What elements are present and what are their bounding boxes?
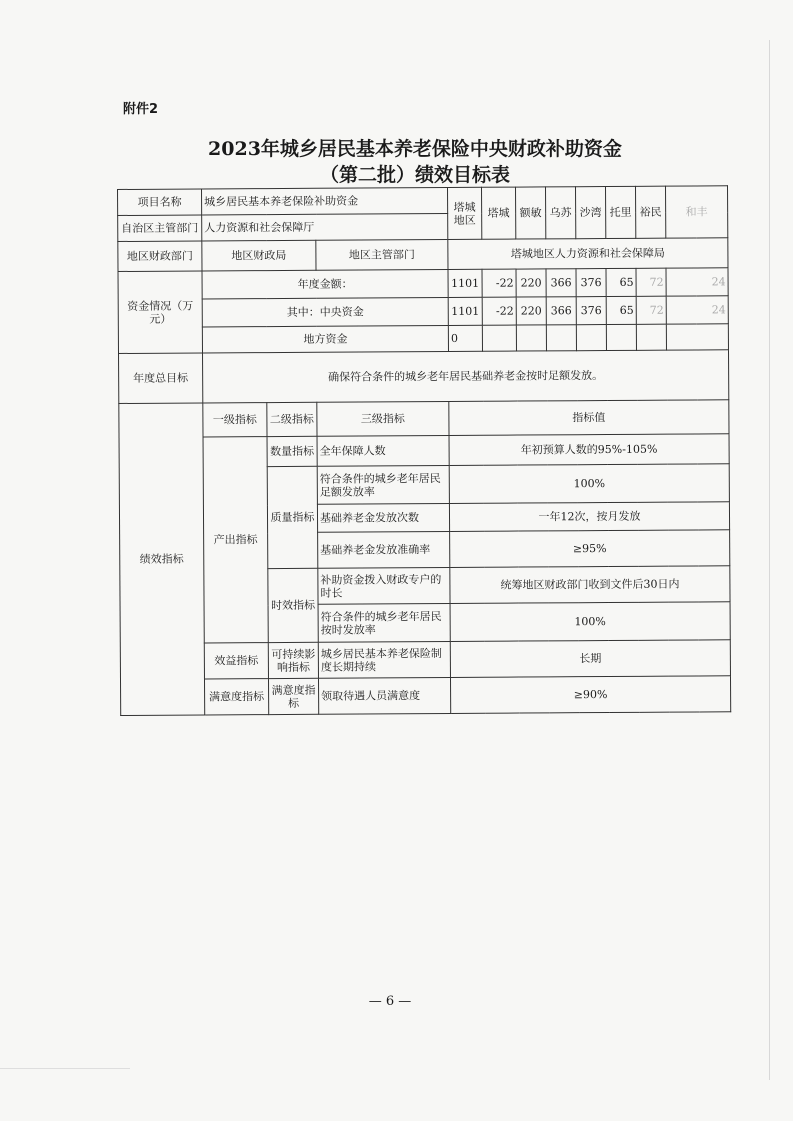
- indicator-value: 长期: [450, 640, 730, 678]
- region-header-wusu: 乌苏: [545, 187, 575, 239]
- performance-target-table-sheet: [117, 186, 726, 774]
- project-name-value: 城乡居民基本养老保险补助资金: [202, 187, 448, 215]
- annual-amount-label: 年度金额：: [202, 269, 448, 299]
- indicator-name: 基础养老金发放准确率: [318, 531, 450, 568]
- scan-crease-line: [769, 40, 770, 1080]
- indicator-name: 城乡居民基本养老保险制度长期持续: [318, 641, 450, 678]
- benefit-indicator-label: 效益指标: [204, 643, 268, 679]
- annual-amount-cell: 65: [606, 268, 636, 296]
- annual-amount-cell: 72: [636, 268, 666, 296]
- sustainable-impact-indicator-label: 可持续影响指标: [268, 642, 318, 678]
- empty-cell: [576, 325, 606, 351]
- dept-value: 人力资源和社会保障厅: [202, 213, 448, 241]
- indicator-header-value: 指标值: [449, 400, 729, 436]
- indicator-value: 100%: [450, 602, 730, 642]
- local-funds-cell: 0: [448, 325, 482, 351]
- indicators-label: 绩效指标: [119, 403, 205, 716]
- page-number: — 6 —: [368, 994, 412, 1009]
- dept-label: 自治区主管部门: [118, 215, 202, 242]
- central-funds-cell: -22: [482, 297, 516, 325]
- scan-edge-line: [0, 1068, 130, 1069]
- satisfaction-level2-label: 满意度指标: [268, 678, 318, 714]
- indicator-name: 基础养老金发放次数: [317, 503, 449, 532]
- region-header-tacheng-prefecture: 塔城地区: [447, 187, 481, 239]
- central-funds-cell: 1101: [448, 297, 482, 325]
- annual-amount-cell: 366: [546, 269, 576, 297]
- region-header-hefeng: 和丰: [665, 186, 727, 238]
- annual-goal-value: 确保符合条件的城乡老年居民基础养老金按时足额发放。: [203, 350, 729, 403]
- document-subtitle: （第二批）绩效目标表: [319, 164, 510, 186]
- indicator-name: 符合条件的城乡老年居民按时发放率: [318, 603, 450, 642]
- project-name-label: 项目名称: [118, 189, 202, 216]
- indicator-value: ≥90%: [450, 676, 730, 714]
- indicator-value: 年初预算人数的95%-105%: [449, 434, 729, 466]
- quality-indicator-label: 质量指标: [267, 466, 318, 568]
- central-funds-cell: 72: [636, 296, 666, 324]
- region-dept-value: 塔城地区人力资源和社会保障局: [448, 238, 728, 270]
- indicator-header-level3: 三级指标: [317, 401, 449, 436]
- indicator-value: 100%: [449, 464, 729, 504]
- annual-amount-cell: 376: [576, 269, 606, 297]
- indicator-value: ≥95%: [450, 530, 730, 568]
- annual-goal-label: 年度总目标: [119, 353, 203, 404]
- central-funds-label: 其中：中央资金: [202, 297, 448, 327]
- empty-cell: [666, 324, 728, 350]
- empty-cell: [606, 324, 636, 350]
- timeliness-indicator-label: 时效指标: [268, 568, 318, 642]
- central-funds-cell: 376: [576, 297, 606, 325]
- local-funds-label: 地方资金: [202, 325, 448, 353]
- document-title: 2023年城乡居民基本养老保险中央财政补助资金: [208, 138, 622, 160]
- indicator-value: 统筹地区财政部门收到文件后30日内: [450, 566, 730, 604]
- region-header-shawan: 沙湾: [575, 187, 605, 239]
- region-finance-label: 地区财政部门: [118, 241, 202, 272]
- central-funds-cell: 65: [606, 296, 636, 324]
- region-header-tuoli: 托里: [605, 186, 635, 238]
- annual-amount-cell: 24: [666, 268, 728, 296]
- empty-cell: [482, 325, 516, 351]
- region-dept-label: 地区主管部门: [316, 239, 448, 270]
- indicator-name: 符合条件的城乡老年居民足额发放率: [317, 465, 449, 504]
- empty-cell: [516, 325, 546, 351]
- central-funds-cell: 220: [516, 297, 546, 325]
- annual-amount-cell: -22: [482, 269, 516, 297]
- attachment-label: 附件2: [123, 102, 159, 117]
- region-header-yumin: 裕民: [635, 186, 665, 238]
- performance-target-table: [117, 185, 731, 716]
- indicator-value: 一年12次，按月发放: [449, 502, 729, 532]
- region-finance-value: 地区财政局: [202, 240, 316, 271]
- satisfaction-indicator-label: 满意度指标: [204, 679, 268, 715]
- quantity-indicator-label: 数量指标: [267, 436, 317, 466]
- indicator-header-level1: 一级指标: [203, 403, 267, 437]
- central-funds-cell: 24: [666, 296, 728, 324]
- indicator-name: 补助资金拨入财政专户的时长: [318, 567, 450, 604]
- funds-label: 资金情况（万元）: [118, 271, 202, 354]
- central-funds-cell: 366: [546, 297, 576, 325]
- annual-amount-cell: 220: [516, 269, 546, 297]
- indicator-name: 领取待遇人员满意度: [318, 677, 450, 714]
- annual-amount-cell: 1101: [448, 269, 482, 297]
- output-indicator-label: 产出指标: [203, 437, 268, 643]
- indicator-header-level2: 二级指标: [267, 402, 317, 436]
- region-header-emin: 额敏: [515, 187, 545, 239]
- region-header-tacheng: 塔城: [481, 187, 515, 239]
- indicator-name: 全年保障人数: [317, 435, 449, 466]
- empty-cell: [546, 325, 576, 351]
- empty-cell: [636, 324, 666, 350]
